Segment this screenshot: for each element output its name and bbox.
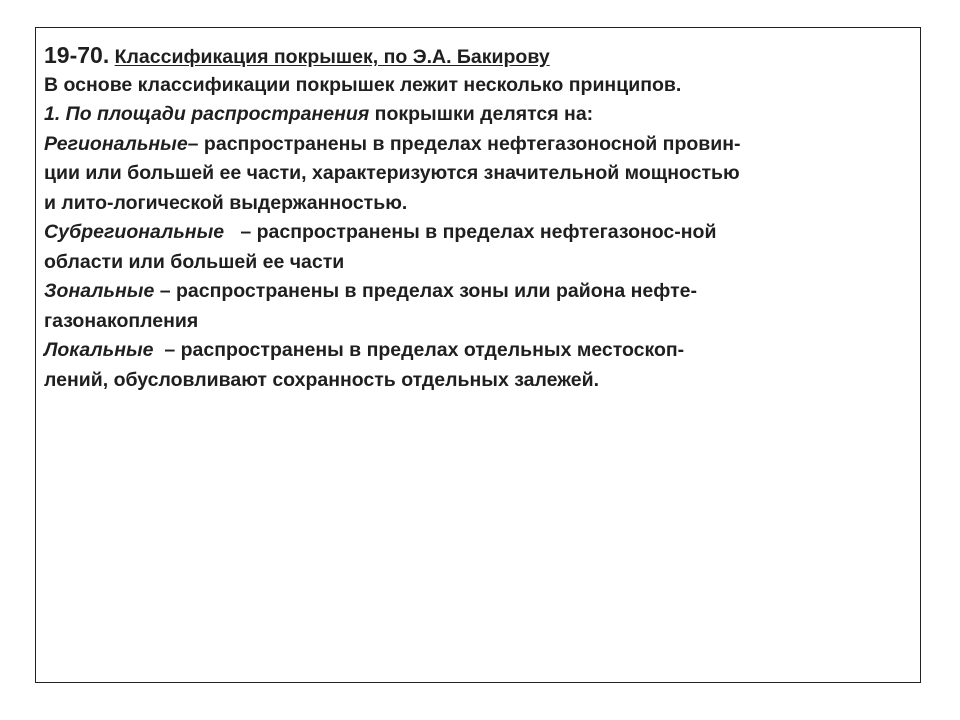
regional-line-2: ции или большей ее части, характеризуются значительной мощностью	[44, 162, 740, 184]
subregional-line-1	[44, 218, 914, 248]
zonal-line-2: газонакопления	[44, 309, 199, 332]
zonal-text-1: – распространены в пределах зоны или района нефте-	[154, 280, 697, 302]
zonal-term: Зональные	[44, 280, 155, 302]
subregional-term: Субрегиональные	[44, 221, 225, 243]
local-line-1	[44, 336, 914, 366]
zonal-line-1	[44, 277, 914, 307]
intro-line: В основе классификации покрышек лежит несколько принципов.	[44, 73, 682, 96]
slide-heading: Классификация покрышек, по Э.А. Бакирову	[114, 46, 550, 68]
title-line	[44, 41, 914, 71]
regional-line-1	[44, 130, 914, 160]
subregional-line-2: области или большей ее части	[44, 250, 345, 273]
regional-term: Региональные	[44, 132, 188, 155]
principle-rest: покрышки делятся на:	[369, 103, 594, 125]
regional-text-1: – распространены в пределах нефтегазоносной провин-	[187, 132, 741, 155]
slide-text	[44, 41, 914, 395]
slide-number: 19-70.	[44, 42, 110, 68]
local-term: Локальные	[44, 339, 154, 361]
principle-line	[44, 100, 914, 130]
local-text-1: – распространены в пределах отдельных местоскоп-	[164, 339, 685, 361]
local-line-2: лений, обусловливают сохранность отдельных залежей.	[44, 368, 600, 391]
regional-line-3: и лито-логической выдержанностью.	[44, 191, 408, 214]
subregional-text-1: – распространены в пределах нефтегазонос-ной	[240, 221, 717, 243]
principle-term: 1. По площади распространения	[44, 103, 370, 125]
